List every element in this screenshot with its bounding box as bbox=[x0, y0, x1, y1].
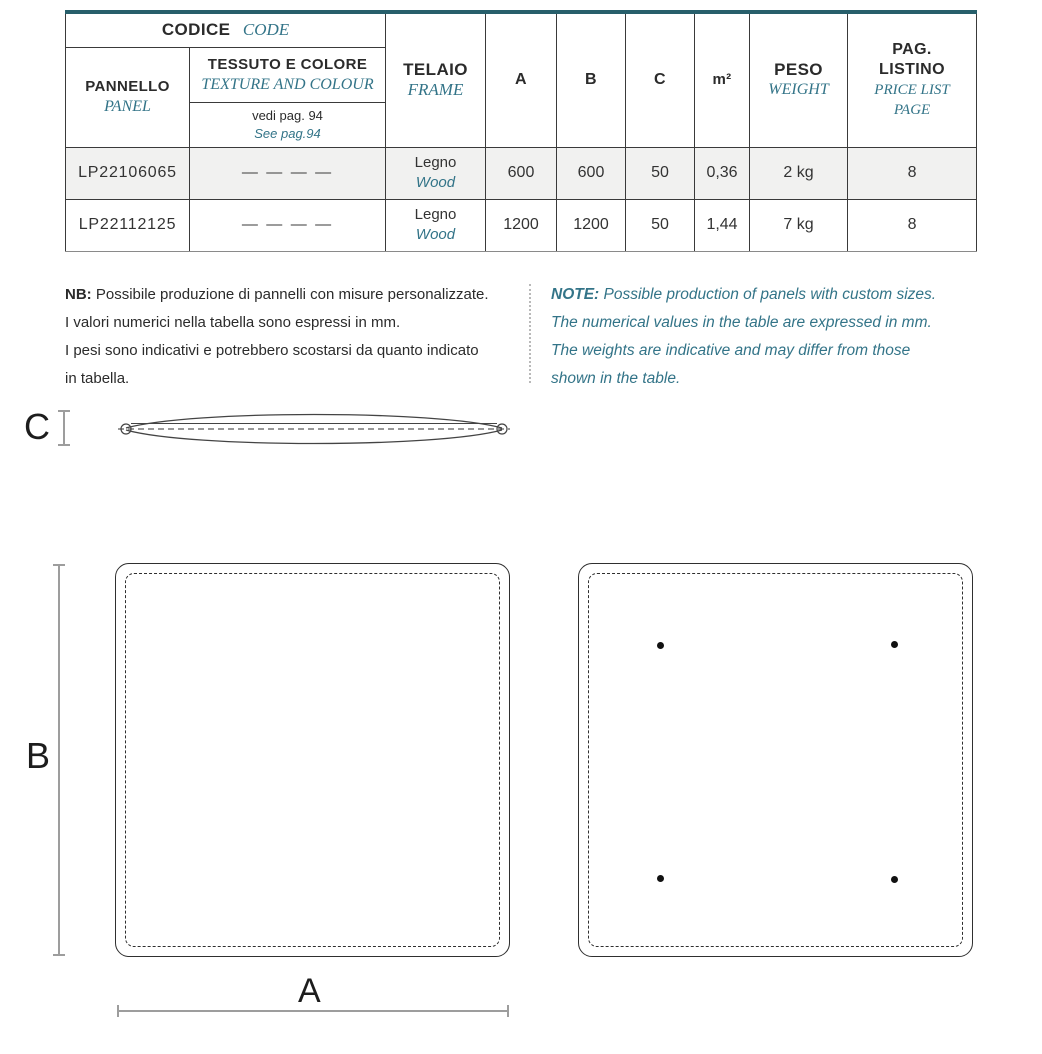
cell-c: 50 bbox=[626, 147, 695, 199]
header-codice bbox=[66, 12, 386, 47]
header-pannello: PANNELLO PANEL bbox=[66, 47, 190, 147]
dim-label-b: B bbox=[26, 735, 51, 776]
header-telaio: TELAIO FRAME bbox=[386, 12, 486, 147]
cell-m2: 1,44 bbox=[695, 199, 750, 251]
header-tessuto-ref bbox=[190, 102, 386, 147]
dim-label-a: A bbox=[298, 972, 321, 1010]
cell-a: 600 bbox=[486, 147, 557, 199]
cell-b: 600 bbox=[557, 147, 626, 199]
tessuto-ref-it: vedi pag. 94 bbox=[252, 107, 323, 123]
note-en-prefix: NOTE: bbox=[551, 286, 600, 303]
cell-texture: — — — — bbox=[190, 199, 386, 251]
cell-frame: Legno Wood bbox=[386, 147, 486, 199]
tessuto-ref-en: See pag.94 bbox=[254, 125, 321, 141]
panel-front-stitch-line bbox=[125, 573, 500, 947]
note-italian: NB: Possibile produzione di pannelli con misure personalizzate. I valori numerici nella tabella sono espressi in mm. I pesi sono indicativi e potrebbero scostarsi da quanto indicato in tabella. bbox=[65, 286, 489, 387]
mount-dot bbox=[891, 641, 898, 648]
dim-line-c bbox=[57, 409, 71, 447]
cell-frame: Legno Wood bbox=[386, 199, 486, 251]
header-col-b: B bbox=[557, 12, 626, 147]
table-row bbox=[66, 147, 977, 199]
spec-table bbox=[65, 10, 977, 252]
panel-back-drawing bbox=[578, 563, 973, 957]
cell-weight: 2 kg bbox=[750, 147, 848, 199]
cell-a: 1200 bbox=[486, 199, 557, 251]
mount-dot bbox=[891, 876, 898, 883]
header-codice-en: CODE bbox=[242, 20, 290, 40]
header-pag-listino: PAG. LISTINO PRICE LIST PAGE bbox=[848, 12, 977, 147]
mount-dot bbox=[657, 875, 664, 882]
dim-line-b bbox=[52, 563, 66, 957]
cell-page: 8 bbox=[848, 199, 977, 251]
dim-label-c: C bbox=[24, 406, 50, 447]
cell-code: LP22106065 bbox=[66, 147, 190, 199]
panel-side-profile-drawing bbox=[117, 407, 511, 451]
cell-m2: 0,36 bbox=[695, 147, 750, 199]
header-col-c: C bbox=[626, 12, 695, 147]
header-codice-it: CODICE bbox=[161, 20, 231, 40]
notes-divider bbox=[529, 284, 531, 383]
header-tessuto: TESSUTO E COLORE TEXTURE AND COLOUR bbox=[190, 47, 386, 102]
cell-texture: — — — — bbox=[190, 147, 386, 199]
panel-front-drawing bbox=[115, 563, 510, 957]
header-col-a: A bbox=[486, 12, 557, 147]
note-it-prefix: NB: bbox=[65, 286, 92, 303]
note-english: NOTE: Possible production of panels with custom sizes. The numerical values in the table are expressed in mm. The weights are indicative and may differ from those shown in the table. bbox=[551, 286, 937, 387]
dim-line-a bbox=[116, 1003, 510, 1019]
header-col-m2: m² bbox=[695, 12, 750, 147]
cell-code: LP22112125 bbox=[66, 199, 190, 251]
mount-dot bbox=[657, 642, 664, 649]
table-row bbox=[66, 199, 977, 251]
header-peso: PESO WEIGHT bbox=[750, 12, 848, 147]
cell-weight: 7 kg bbox=[750, 199, 848, 251]
cell-page: 8 bbox=[848, 147, 977, 199]
panel-back-stitch-line bbox=[588, 573, 963, 947]
cell-c: 50 bbox=[626, 199, 695, 251]
cell-b: 1200 bbox=[557, 199, 626, 251]
